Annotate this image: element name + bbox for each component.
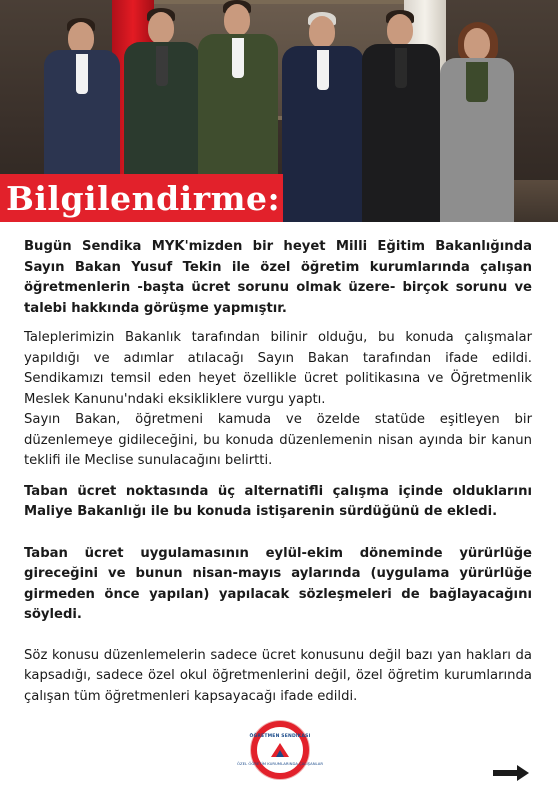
paragraph-3: Sayın Bakan, öğretmeni kamuda ve özelde statüde eşitleyen bir düzenlemeye gidileceğini, bu konuda düzenlemenin nisan ayında bir kanun teklifi ile Meclise sunulacağını belirtti.: [24, 412, 532, 468]
logo-top-text: ÖĞRETMEN SENDİKASI: [249, 734, 311, 739]
paragraph-4: Taban ücret noktasında üç alternatifli çalışma içinde olduklarını Maliye Bakanlığı ile bu konuda istişarenin sürdüğünü de ekledi.: [24, 483, 532, 519]
logo-mark-icon: [269, 741, 291, 759]
announcement-body: [24, 237, 532, 707]
logo-bottom-text: ÖZEL ÖĞRETİM KURUMLARINDA ÇALIŞANLAR: [237, 761, 323, 766]
heading-banner: [0, 174, 283, 222]
paragraph-1: Bugün Sendika MYK'mizden bir heyet Milli Eğitim Bakanlığında Sayın Bakan Yusuf Tekin ile özel öğretim kurumlarında çalışan öğretmenlerin -başta ücret sorunu olmak üzere- birçok sorunu ve talebi hakkında görüşme yapmıştır.: [24, 239, 532, 316]
paragraph-2: Taleplerimizin Bakanlık tarafından bilinir olduğu, bu konuda çalışmalar yapıldığı ve adımlar atılacağı Sayın Bakan tarafından ifade edildi. Sendikamızı temsil eden heyet özellikle ücret politikasına ve Öğretmenlik Meslek Kanunu'ndaki eksikliklere vurgu yaptı.: [24, 330, 532, 407]
union-logo: [237, 721, 323, 779]
paragraph-6: Söz konusu düzenlemelerin sadece ücret konusunu değil bazı yan hakları da kapsadığı, sadece özel okul öğretmenlerini değil, özel öğretim kurumlarında çalışan tüm öğretmenleri kapsayacağı ifade edildi.: [24, 647, 532, 704]
arrow-right-icon[interactable]: [491, 763, 531, 783]
paragraph-5: Taban ücret uygulamasının eylül-ekim döneminde yürürlüğe gireceğini ve bunun nisan-mayıs aylarında (uygulama yürürlüğe girmeden önce yapılan) yapılacak sözleşmeleri de bağlayacağını söyledi.: [24, 545, 532, 622]
page-title: Bilgilendirme:: [6, 178, 281, 218]
